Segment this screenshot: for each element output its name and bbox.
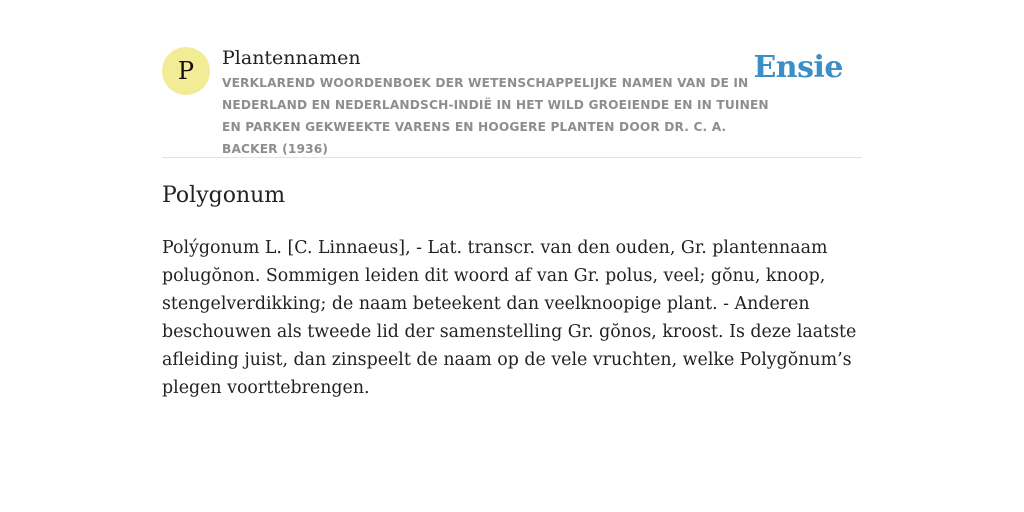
source-description: VERKLAREND WOORDENBOEK DER WETENSCHAPPELIJKE NAMEN VAN DE IN NEDERLAND EN NEDERLANDSCH-INDIË IN HET WILD GROEIENDE EN IN TUINEN EN PARKEN GEKWEEKTE VARENS EN HOOGERE PLANTEN DOOR DR. C. A. BACKER (1936) xyxy=(222,76,769,156)
brand-logo[interactable]: Ensie xyxy=(753,50,843,85)
source-avatar: P xyxy=(162,47,210,95)
source-info xyxy=(222,44,782,160)
entry-body: Polýgonum L. [C. Linnaeus], - Lat. transcr. van den ouden, Gr. plantennaam polugŏnon. Sommigen leiden dit woord af van Gr. polus, veel; gŏnu, knoop, stengelverdikking; de naam beteekent dan veelknoopige plant. - Anderen beschouwen als tweede lid der samenstelling Gr. gŏnos, kroost. Is deze laatste afleiding juist, dan zinspeelt de naam op de vele vruchten, welke Polygŏnum’s plegen voorttebrengen. xyxy=(162,238,857,398)
header-divider xyxy=(162,157,862,158)
entry-title: Polygonum xyxy=(162,183,286,208)
source-header xyxy=(162,44,862,157)
source-title[interactable]: Plantennamen xyxy=(222,47,361,69)
